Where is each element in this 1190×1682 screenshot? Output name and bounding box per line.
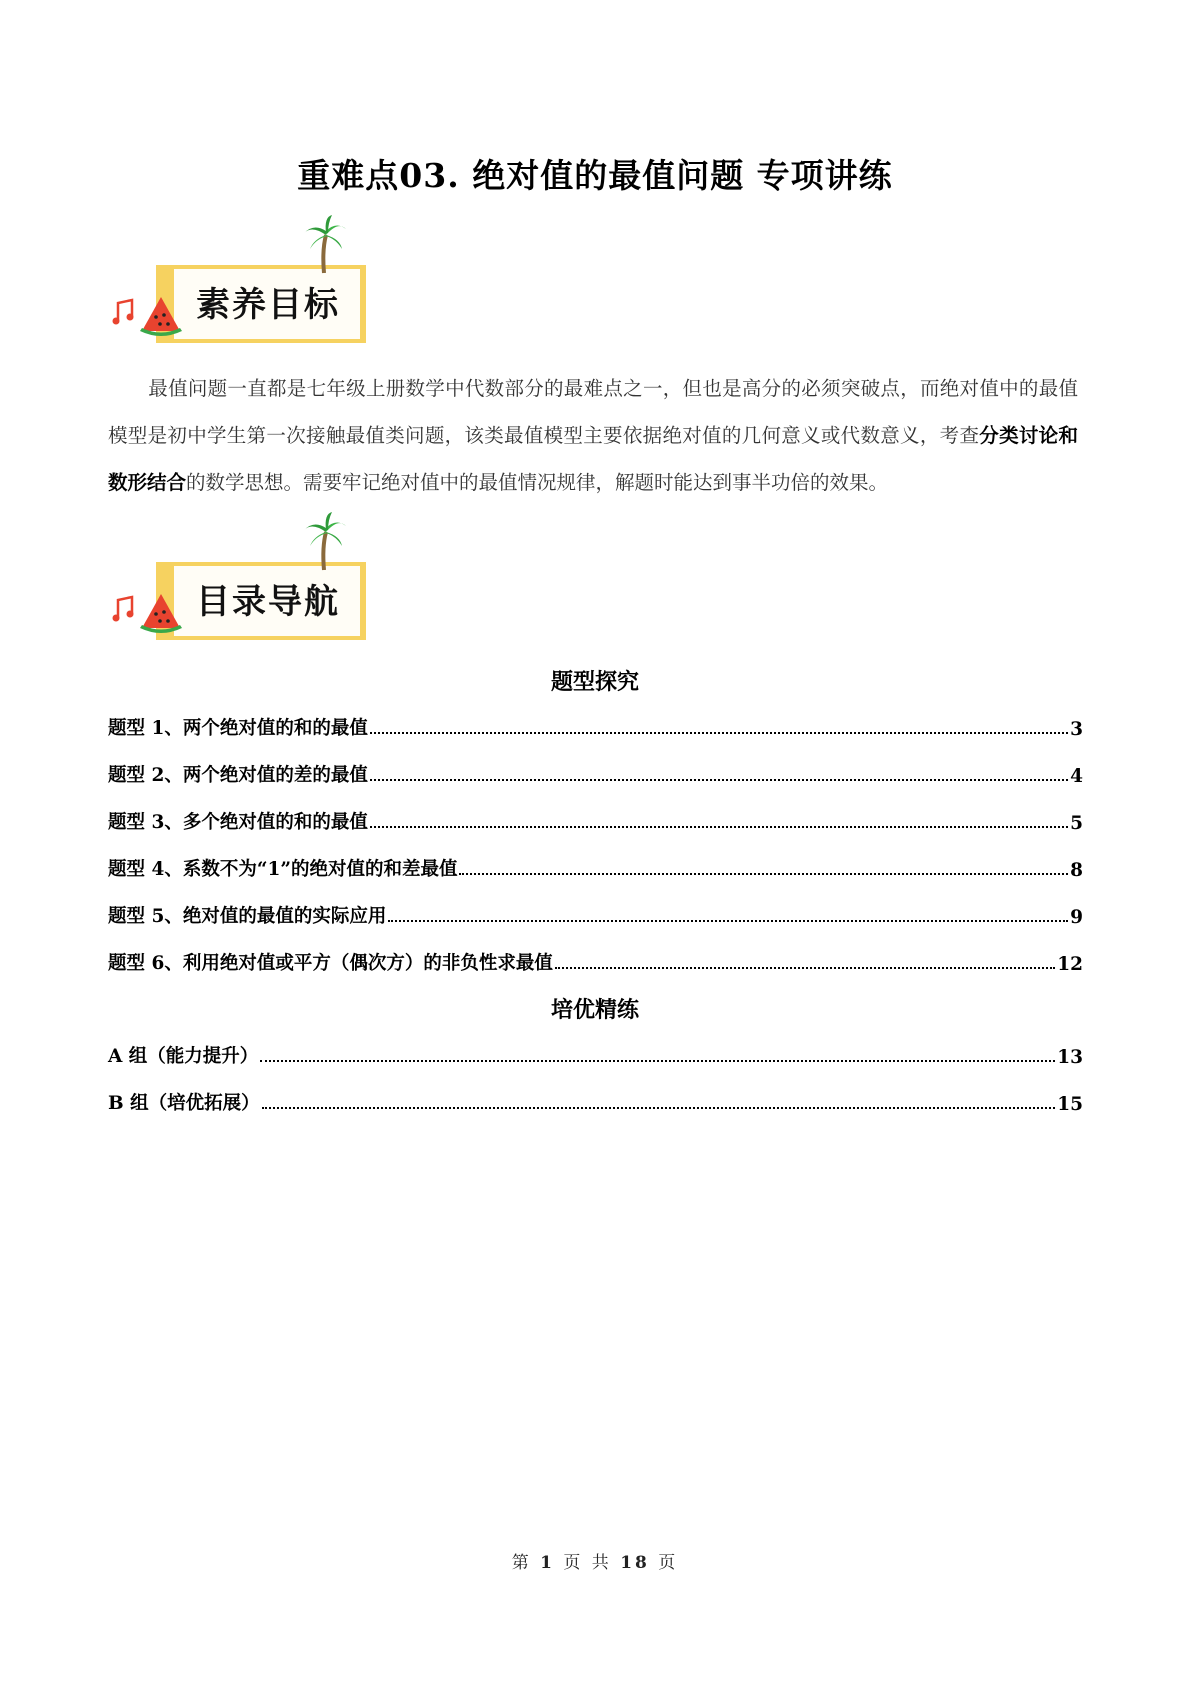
toc-entry[interactable]: 题型 5、绝对值的最值的实际应用 9	[108, 906, 1083, 928]
palm-tree-icon	[302, 215, 348, 275]
intro-text-1: 最值问题一直都是七年级上册数学中代数部分的最难点之一，但也是高分的必须突破点，而绝对值中的最值模型是初中学生第一次接触最值类问题，该类最值模型主要依据绝对值的几何意义或代数意义，考查	[108, 377, 1078, 447]
badge-goals	[112, 215, 372, 365]
toc-entry[interactable]: B 组（培优拓展） 15	[108, 1093, 1083, 1115]
toc-entry[interactable]: 题型 4、系数不为“1”的绝对值的和差最值 8	[108, 859, 1083, 881]
page-footer: 第 1 页 共 18 页	[511, 1553, 679, 1573]
badge-label: 素养目标	[196, 285, 340, 325]
watermelon-icon	[138, 590, 184, 636]
intro-bold: 分类讨论和数形结合	[108, 424, 1078, 494]
toc-entry[interactable]: 题型 2、两个绝对值的差的最值 4	[108, 765, 1083, 787]
badge-nav	[112, 512, 372, 662]
music-note-icon	[112, 594, 138, 624]
toc-entry[interactable]: 题型 3、多个绝对值的和的最值 5	[108, 812, 1083, 834]
toc-entry[interactable]: A 组（能力提升） 13	[108, 1046, 1083, 1068]
badge-label: 目录导航	[196, 582, 340, 622]
intro-paragraph	[108, 365, 1078, 506]
toc-section-heading: 培优精练	[550, 997, 639, 1023]
document-title: 重难点03. 绝对值的最值问题 专项讲练	[297, 156, 893, 195]
toc-section-heading: 题型探究	[550, 669, 639, 695]
palm-tree-icon	[302, 512, 348, 572]
toc-entry[interactable]: 题型 6、利用绝对值或平方（偶次方）的非负性求最值 12	[108, 953, 1083, 975]
intro-text-2: 的数学思想。需要牢记绝对值中的最值情况规律，解题时能达到事半功倍的效果。	[186, 471, 889, 494]
toc-entry[interactable]: 题型 1、两个绝对值的和的最值 3	[108, 718, 1083, 740]
music-note-icon	[112, 297, 138, 327]
watermelon-icon	[138, 293, 184, 339]
